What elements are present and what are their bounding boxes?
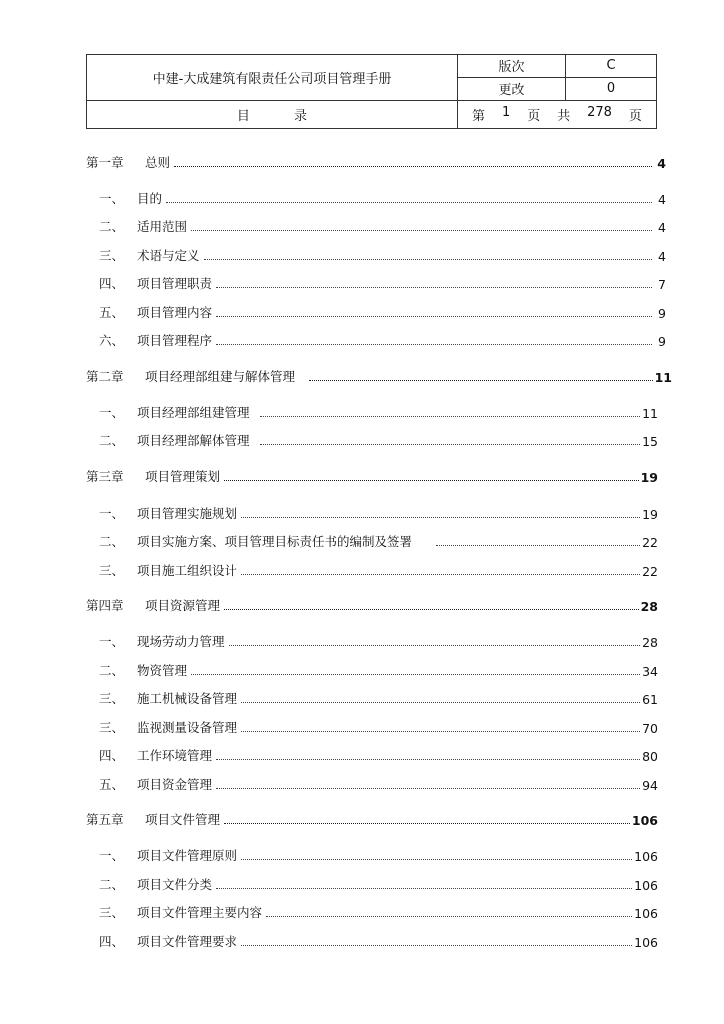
leader-dots [436, 545, 640, 546]
toc-page-number: 15 [642, 434, 658, 449]
toc-page-number: 9 [658, 306, 666, 321]
leader-dots [224, 480, 639, 481]
leader-dots [241, 574, 640, 575]
toc-page-number: 28 [640, 599, 658, 614]
toc-title-text: 项目施工组织设计 [137, 563, 238, 578]
toc-section[interactable] [86, 431, 658, 449]
edition-label: 版次 [458, 55, 566, 78]
toc-title-text: 项目实施方案、项目管理目标责任书的编制及签署 [137, 534, 413, 549]
toc-number: 二、 [99, 534, 125, 549]
toc-title-text: 术语与定义 [137, 248, 200, 263]
toc-title-text: 项目管理内容 [137, 305, 213, 320]
leader-dots [309, 380, 653, 381]
toc-number: 第四章 [86, 598, 124, 613]
toc-page-number: 61 [642, 692, 658, 707]
leader-dots [229, 645, 641, 646]
page-current: 1 [501, 105, 511, 121]
toc-page-number: 106 [631, 813, 658, 828]
toc-section[interactable] [86, 932, 658, 950]
leader-dots [216, 287, 652, 288]
toc-title-text: 项目管理程序 [137, 333, 213, 348]
toc-number: 六、 [99, 333, 125, 348]
revision-value: 0 [566, 77, 657, 101]
toc-number: 四、 [99, 934, 125, 949]
toc-section[interactable] [86, 561, 658, 579]
toc-page-number: 4 [658, 220, 666, 235]
toc-page-number: 106 [634, 878, 658, 893]
leader-dots [266, 916, 632, 917]
leader-dots [204, 259, 652, 260]
toc-chapter-3[interactable] [86, 467, 658, 485]
toc-title-text: 项目文件管理主要内容 [137, 905, 263, 920]
toc-chapter-4[interactable] [86, 596, 658, 614]
toc-section[interactable] [86, 689, 658, 707]
toc-title-text: 项目管理策划 [145, 469, 221, 484]
toc-title-text: 项目文件管理原则 [137, 848, 238, 863]
leader-dots [241, 859, 632, 860]
toc-title-text: 适用范围 [137, 219, 188, 234]
toc-number: 四、 [99, 276, 125, 291]
toc-section[interactable] [86, 632, 658, 650]
page-gong: 共 [557, 109, 571, 125]
page-ye-2: 页 [628, 109, 642, 125]
leader-dots [166, 202, 652, 203]
company-manual-title: 中建-大成建筑有限责任公司项目管理手册 [87, 55, 458, 101]
toc-number: 二、 [99, 663, 125, 678]
toc-title-text: 施工机械设备管理 [137, 691, 238, 706]
toc-title-text: 现场劳动力管理 [137, 634, 225, 649]
toc-number: 三、 [99, 720, 125, 735]
toc-page-number: 106 [634, 906, 658, 921]
toc-number: 第三章 [86, 469, 124, 484]
toc-page-number: 34 [642, 664, 658, 679]
toc-title-text: 项目管理职责 [137, 276, 213, 291]
toc-page-number: 106 [634, 849, 658, 864]
toc-title-text: 项目经理部组建管理 [137, 405, 250, 420]
toc-page-number: 11 [642, 406, 658, 421]
toc-number: 第五章 [86, 812, 124, 827]
toc-section[interactable] [86, 718, 658, 736]
leader-dots [260, 416, 641, 417]
toc-page-number: 4 [658, 249, 666, 264]
toc-title: 目 录 [236, 109, 308, 125]
toc-section[interactable] [86, 532, 658, 550]
toc-title-text: 项目资金管理 [137, 777, 213, 792]
leader-dots [174, 166, 652, 167]
toc-number: 三、 [99, 563, 125, 578]
toc-title-text: 物资管理 [137, 663, 188, 678]
toc-number: 一、 [99, 506, 125, 521]
toc-section[interactable] [86, 403, 658, 421]
toc-page-number: 106 [634, 935, 658, 950]
toc-page-number: 28 [642, 635, 658, 650]
toc-number: 四、 [99, 748, 125, 763]
toc-title-text: 项目经理部解体管理 [137, 433, 250, 448]
toc-title-text: 项目文件管理 [145, 812, 221, 827]
toc-number: 一、 [99, 405, 125, 420]
leader-dots [260, 444, 641, 445]
toc-number: 一、 [99, 191, 125, 206]
leader-dots [241, 517, 640, 518]
toc-section[interactable] [86, 661, 658, 679]
toc-page-number: 9 [658, 334, 666, 349]
toc-section[interactable] [86, 504, 658, 522]
leader-dots [216, 316, 652, 317]
leader-dots [191, 230, 652, 231]
toc-title-text: 项目文件管理要求 [137, 934, 238, 949]
toc-title-text: 目的 [137, 191, 163, 206]
toc-title-text: 项目文件分类 [137, 877, 213, 892]
leader-dots [191, 674, 640, 675]
leader-dots [241, 731, 640, 732]
leader-dots [216, 788, 640, 789]
toc-section[interactable] [86, 875, 658, 893]
toc-number: 五、 [99, 305, 125, 320]
toc-number: 一、 [99, 848, 125, 863]
revision-label: 更改 [458, 77, 566, 101]
toc-title-text: 总则 [145, 155, 171, 170]
toc-title-text: 监视测量设备管理 [137, 720, 238, 735]
toc-number: 五、 [99, 777, 125, 792]
page-di: 第 [472, 109, 486, 125]
leader-dots [241, 702, 640, 703]
page-ye-1: 页 [527, 109, 541, 125]
toc-chapter-2[interactable] [86, 367, 672, 385]
toc-number: 三、 [99, 248, 125, 263]
toc-number: 第一章 [86, 155, 124, 170]
leader-dots [216, 759, 640, 760]
toc-number: 二、 [99, 433, 125, 448]
toc-number: 三、 [99, 691, 125, 706]
page-total: 278 [587, 105, 612, 121]
toc-number: 二、 [99, 219, 125, 234]
toc-section[interactable] [86, 274, 666, 292]
toc-title-text: 项目资源管理 [145, 598, 221, 613]
toc-section[interactable] [86, 303, 666, 321]
toc-section[interactable] [86, 746, 658, 764]
leader-dots [241, 945, 632, 946]
leader-dots [224, 823, 630, 824]
edition-value: C [566, 55, 657, 78]
toc-page-number: 22 [642, 564, 658, 579]
toc-number: 三、 [99, 905, 125, 920]
toc-title-text: 项目经理部组建与解体管理 [145, 369, 296, 384]
leader-dots [216, 888, 632, 889]
toc-title-text: 项目管理实施规划 [137, 506, 238, 521]
toc-page-number: 94 [642, 778, 658, 793]
toc-page-number: 22 [642, 535, 658, 550]
toc-section[interactable] [86, 246, 666, 264]
toc-title-text: 工作环境管理 [137, 748, 213, 763]
toc-section[interactable] [86, 331, 666, 349]
toc-page-number: 4 [657, 156, 666, 171]
toc-page-number: 7 [658, 277, 666, 292]
toc-page-number: 4 [658, 192, 666, 207]
table-of-contents [86, 0, 676, 1024]
toc-section[interactable] [86, 189, 666, 207]
leader-dots [224, 609, 639, 610]
leader-dots [216, 344, 652, 345]
toc-number: 一、 [99, 634, 125, 649]
toc-page-number: 19 [640, 470, 658, 485]
toc-section[interactable] [86, 903, 658, 921]
toc-section[interactable] [86, 846, 658, 864]
toc-section[interactable] [86, 775, 658, 793]
toc-page-number: 80 [642, 749, 658, 764]
toc-page-number: 70 [642, 721, 658, 736]
toc-chapter-5[interactable] [86, 810, 658, 828]
toc-chapter-1[interactable] [86, 153, 666, 171]
toc-page-number: 19 [642, 507, 658, 522]
toc-number: 第二章 [86, 369, 124, 384]
toc-section[interactable] [86, 217, 666, 235]
toc-page-number: 11 [654, 370, 672, 385]
toc-number: 二、 [99, 877, 125, 892]
